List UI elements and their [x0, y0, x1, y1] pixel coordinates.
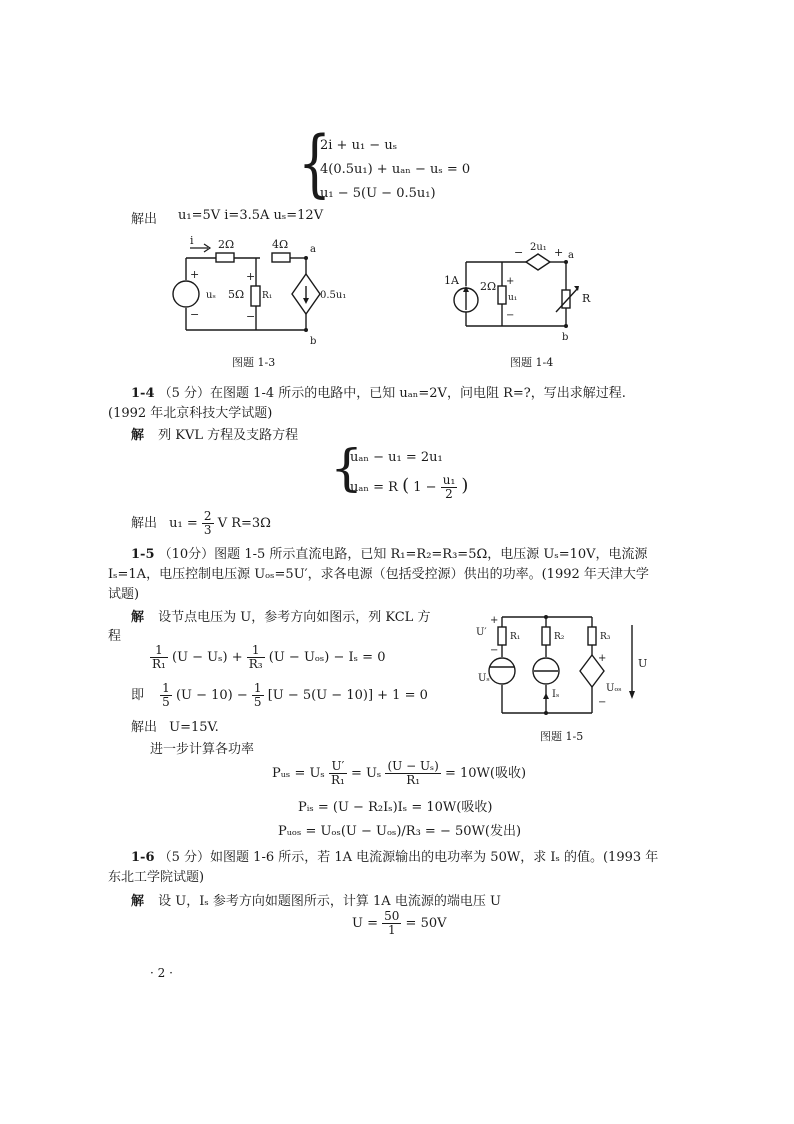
problem-text: 试题) [108, 587, 140, 602]
fraction: $\frac{\text{u₁}}{2}$ [442, 473, 456, 501]
power-equation: Pᵤₒₛ = Uₒₛ(U − Uₒₛ)/R₃ = − 50W(发出) [278, 824, 522, 839]
problem-1-4 [131, 382, 626, 401]
polarity-sign: + [190, 268, 200, 281]
figure-caption: 图题 1-4 [510, 356, 554, 369]
page-number: · 2 · [150, 966, 173, 980]
resistor-label: R₁ [262, 291, 273, 301]
voltage-label: U [638, 657, 648, 670]
dependent-source-label: 2u₁ [530, 242, 547, 253]
current-label: i [190, 234, 194, 247]
solution-text: 设节点电压为 U，参考方向如图示，列 KCL 方 [158, 610, 431, 625]
equation-line: 4(0.5u₁) + uₐₙ − uₛ = 0 [320, 162, 471, 177]
resistor-label: 4Ω [272, 238, 289, 251]
fraction: $\frac{2}{3}$ [203, 509, 212, 537]
problem-number: 1-4 [131, 386, 155, 401]
power-equation: Pᵢₛ = (U − R₂Iₛ)Iₛ = 10W(吸收) [298, 800, 493, 815]
equation-line: 2i + u₁ − uₛ [320, 138, 398, 153]
resistor-label: R₁ [510, 632, 521, 642]
result-line: 解出 U=15V. [131, 720, 219, 735]
polarity-sign: − [246, 310, 256, 323]
solution-label: 解出 [131, 212, 158, 227]
resistor-label: 2Ω [218, 238, 235, 251]
polarity-sign: + [490, 615, 499, 626]
solution-label: 解 [131, 610, 145, 625]
voltage-label: U′ [476, 627, 487, 638]
solution-text: 进一步计算各功率 [150, 742, 255, 757]
polarity-sign: − [190, 308, 200, 321]
equation-line: $\frac{1}{\text{R₁}}$ (U − Uₛ) + $\frac{1}{\text{R₃}}$ (U − Uₒₛ) − Iₛ = 0 [152, 643, 386, 671]
solution-text: 程 [108, 629, 122, 644]
problem-text: 东北工学院试题) [108, 870, 205, 885]
equation-line: uₐₙ = R ( 1 − $\frac{\text{u₁}}{2}$ ) [350, 473, 469, 501]
solution-text: 列 KVL 方程及支路方程 [158, 428, 299, 443]
polarity-sign: + [506, 276, 515, 287]
polarity-sign: + [246, 270, 256, 283]
problem-text: （5 分）如图题 1-6 所示，若 1A 电流源输出的电功率为 50W，求 Iₛ 的值。(1993 年 [158, 850, 659, 865]
figure-caption: 图题 1-5 [540, 730, 584, 743]
figure-1-3-circuit [160, 234, 360, 354]
resistor-label: 5Ω [228, 288, 245, 301]
solution-text: 设 U，Iₛ 参考方向如题图所示，计算 1A 电流源的端电压 U [158, 894, 501, 909]
source-label: Uₛ [478, 673, 490, 684]
source-label: Iₛ [552, 689, 560, 700]
source-label: uₛ [206, 290, 216, 301]
problem-1-6 [131, 846, 658, 865]
resistor-label: R₃ [600, 632, 611, 642]
polarity-sign: − [506, 310, 515, 321]
resistor-label: 2Ω [480, 280, 497, 293]
solution-label: 解 [131, 894, 145, 909]
node-label: a [568, 250, 574, 261]
result-line: 解出 u₁ = $\frac{2}{3}$ V R=3Ω [131, 509, 271, 537]
dependent-source-label: 0.5u₁ [320, 290, 347, 301]
node-label: a [310, 244, 316, 255]
problem-number: 1-5 [131, 547, 155, 562]
node-label: b [562, 332, 569, 343]
power-equation: Pᵤₛ = Uₛ $\frac{U'}{\text{R₁}}$ = Uₛ $\frac{\text{(U − Uₛ)}}{\text{R₁}}$ = 10W(吸收) [272, 759, 527, 787]
problem-text: Iₛ=1A，电压控制电压源 Uₒₛ=5U′，求各电源（包括受控源）供出的功率。(1992 年天津大学 [108, 567, 649, 582]
polarity-sign: + [554, 246, 564, 259]
equation-brace: { [298, 122, 332, 207]
solution-text: u₁=5V i=3.5A uₛ=12V [178, 208, 324, 223]
problem-1-5 [131, 543, 648, 562]
figure-caption: 图题 1-3 [232, 356, 276, 369]
resistor-label: R₂ [554, 632, 565, 642]
node-label: b [310, 336, 317, 347]
equation-line: u₁ − 5(U − 0.5u₁) [320, 186, 436, 201]
figure-1-5-circuit [470, 605, 670, 735]
problem-text: （10分）图题 1-5 所示直流电路，已知 R₁=R₂=R₃=5Ω，电压源 Uₛ=10V，电流源 [158, 547, 648, 562]
resistor-label: R [582, 292, 591, 305]
equation-brace: { [330, 440, 364, 498]
problem-text: （5 分）在图题 1-4 所示的电路中，已知 uₐₙ=2V，问电阻 R=?，写出求解过程. [158, 386, 626, 401]
polarity-sign: − [490, 645, 499, 656]
problem-number: 1-6 [131, 850, 155, 865]
equation-line: U = $\frac{50}{1}$ = 50V [352, 909, 447, 937]
polarity-sign: − [514, 246, 524, 259]
source-label: 1A [444, 274, 459, 287]
equation-line: 即 $\frac{1}{5}$ (U − 10) − $\frac{1}{5}$ [U − 5(U − 10)] + 1 = 0 [131, 681, 428, 709]
solution-label: 解 [131, 428, 145, 443]
voltage-label: u₁ [508, 293, 518, 303]
polarity-sign: − [598, 697, 607, 708]
figure-1-4-circuit [440, 240, 600, 350]
equation-line: uₐₙ − u₁ = 2u₁ [350, 450, 443, 465]
problem-source: (1992 年北京科技大学试题) [108, 406, 273, 421]
polarity-sign: + [598, 653, 607, 664]
dependent-source-label: Uₒₛ [606, 683, 622, 694]
